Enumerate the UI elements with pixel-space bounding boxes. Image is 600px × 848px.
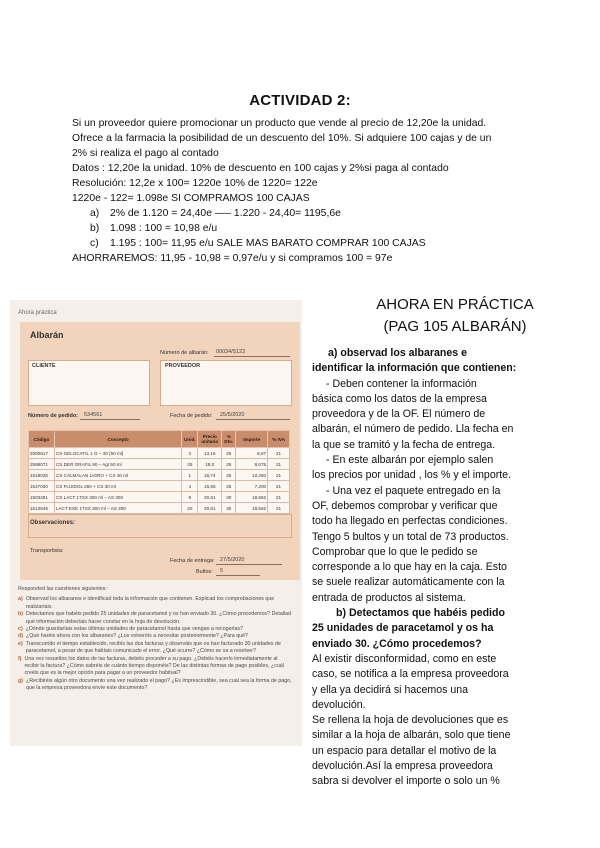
table-cell: 21 xyxy=(268,481,290,492)
table-cell: 9 xyxy=(182,492,198,503)
table-cell: 30,61 xyxy=(198,503,222,514)
table-cell: 1503281 xyxy=(29,492,55,503)
question-text: Transcurrido el tiempo establecido, recibís las dos facturas y observáis que os han facturado 30 unidades de paracetamol, a pesar de que habíais comunicado el error. ¿Qué ocurre? ¿Cómo se va a resolver? xyxy=(25,640,281,655)
table-cell: CS LACT 1TSX 300 ml – AS 300 xyxy=(54,492,181,503)
practice-line: albarán, el número de pedido. Lla fecha en xyxy=(312,423,514,436)
table-cell: 3 xyxy=(182,448,198,459)
table-cell: 21 xyxy=(268,503,290,514)
practice-line: a) observad los albaranes e xyxy=(328,347,467,359)
table-row xyxy=(29,459,290,470)
question-number: c) xyxy=(18,626,23,633)
observations-label: Observaciones: xyxy=(30,520,76,526)
question-item xyxy=(18,626,292,633)
activity-option-label: c) xyxy=(90,238,99,249)
activity-body xyxy=(72,116,542,266)
question-text: ¿Recibiréis algún otro documento una vez realizado el pago? ¿Es imprescindible, sea cual sea la forma de pago, que la empresa proveedora envíe este documento? xyxy=(26,677,292,692)
practice-line: identificar la información que contienen: xyxy=(312,362,517,375)
question-number: b) xyxy=(18,611,23,618)
question-number: d) xyxy=(18,633,23,640)
albaran-column-header: % Dto. xyxy=(222,431,236,448)
activity-line: Ofrece a la farmacia la posibilidad de un descuento del 10%. Si adquiere 100 cajas y de un xyxy=(72,133,492,144)
table-cell: 2598071 xyxy=(29,459,55,470)
packages-value: 5 xyxy=(220,568,224,574)
table-cell: 18,0 xyxy=(198,459,222,470)
albaran-column-header: Importe xyxy=(236,431,268,448)
packages-label: Bultos: xyxy=(196,569,213,575)
table-cell: 1547030 xyxy=(29,481,55,492)
table-cell: 25 xyxy=(182,459,198,470)
practice-line: proveedora y de la OF. El número de xyxy=(312,408,486,421)
activity-option xyxy=(72,221,542,236)
table-cell: 25 xyxy=(222,470,236,481)
practice-line: b) Detectamos que habéis pedido xyxy=(336,607,505,620)
order-number-value: 534561 xyxy=(84,412,103,418)
table-cell: 7,200 xyxy=(236,481,268,492)
table-cell: 1613546 xyxy=(29,503,55,514)
order-number-line xyxy=(80,419,140,420)
albaran-column-header: Unid. xyxy=(182,431,198,448)
activity-lines xyxy=(72,116,542,206)
practice-line: - Una vez el paquete entregado en la xyxy=(326,484,501,497)
practice-line: un espacio para detallar el motivo de la xyxy=(312,744,497,757)
table-row xyxy=(29,492,290,503)
observations-box xyxy=(28,514,292,538)
table-cell: CS DER GRAFIL 90 – Agt 50 ml xyxy=(54,459,181,470)
question-number: g) xyxy=(18,677,23,684)
table-cell: 30,61 xyxy=(198,492,222,503)
table-cell: LACT EXE 1TSX 300 ml – AS 300 xyxy=(54,503,181,514)
question-number: a) xyxy=(18,596,23,603)
carrier-label: Transportista: xyxy=(30,548,64,554)
albaran-document xyxy=(20,322,300,580)
table-cell: 4 xyxy=(182,481,198,492)
table-cell: 21 xyxy=(268,448,290,459)
question-text: ¿Qué haréis ahora con los albaranes? ¿Los volveréis a necesitar posteriormente? ¿Para qué? xyxy=(26,633,249,640)
activity-line: Si un proveedor quiere promocionar un producto que vende al precio de 12,20e la unidad. xyxy=(72,118,487,129)
practice-line: caso, se notifica a la empresa proveedora xyxy=(312,668,509,681)
albaran-number-value: 00034/5123 xyxy=(216,349,246,355)
client-label: CLIENTE xyxy=(32,363,56,369)
table-cell: 25 xyxy=(222,459,236,470)
table-cell: 18,562 xyxy=(236,492,268,503)
table-cell: 21 xyxy=(268,492,290,503)
questions-area xyxy=(18,586,292,693)
practice-line: Se rellena la hoja de devoluciones que es xyxy=(312,714,509,727)
practice-line: OF, debemos comprobar y verificar que xyxy=(312,499,498,512)
order-date-value: 25/5/2020 xyxy=(220,412,245,418)
questions-header: Responded las cuestiones siguientes: xyxy=(18,586,107,592)
question-item xyxy=(18,633,292,640)
order-date-label: Fecha de pedido: xyxy=(170,413,213,419)
practice-line: y ella ya decidirá si hacemos una xyxy=(312,683,469,696)
albaran-column-header: % IVA xyxy=(268,431,290,448)
practice-line: la que se tramitó y la fecha de entrega. xyxy=(312,438,496,451)
albaran-number-line xyxy=(214,356,290,357)
practice-line: - En este albarán por ejemplo salen xyxy=(326,454,494,467)
packages-line xyxy=(216,575,260,576)
table-cell: 21 xyxy=(268,470,290,481)
table-row xyxy=(29,448,290,459)
practice-line: 25 unidades de paracetamol y os ha xyxy=(312,622,494,635)
table-cell: 20 xyxy=(182,503,198,514)
practice-line: todo ha llegado en perfectas condiciones. xyxy=(312,515,508,528)
activity-options xyxy=(72,206,542,251)
table-row xyxy=(29,503,290,514)
question-item xyxy=(18,656,292,678)
albaran-column-header: Concepto xyxy=(54,431,181,448)
practice-line: - Deben contener la información xyxy=(326,377,477,390)
table-cell: CS FLUIDOL 250 + CS 30 ml xyxy=(54,481,181,492)
activity-line: 2% si realiza el pago al contado xyxy=(72,148,219,159)
table-cell: 25 xyxy=(222,481,236,492)
table-cell: 18,562 xyxy=(236,503,268,514)
practice-line: entrada de productos al sistema. xyxy=(312,591,466,604)
delivery-date-line xyxy=(216,564,282,565)
question-item xyxy=(18,596,292,611)
table-row xyxy=(29,470,290,481)
question-number: f) xyxy=(18,655,22,662)
activity-line: Datos : 12,20e la unidad. 10% de descuento en 100 cajas y 2%si paga al contado xyxy=(72,163,449,174)
albaran-column-header: Código xyxy=(29,431,55,448)
activity-option-label: b) xyxy=(90,223,100,234)
activity-line: 1220e - 122= 1.098e SI COMPRAMOS 100 CAJAS xyxy=(72,193,310,204)
table-cell: 15,74 xyxy=(198,470,222,481)
photo-top-label: Ahora práctica xyxy=(18,310,57,316)
albaran-column-header: Precio unitario xyxy=(198,431,222,448)
practice-body xyxy=(312,346,592,790)
albaran-table-body xyxy=(29,448,290,514)
activity-option-text: 2% de 1.120 = 24,40e —– 1.220 - 24,40= 1195,6e xyxy=(110,208,341,219)
question-text: Detectamos que habéis pedido 25 unidades de paracetamol y os han enviado 30. ¿Cómo procedemos? Detallad qué información deberíais hacer constar en la hoja de devolución. xyxy=(26,611,292,625)
table-cell: 10,250 xyxy=(236,470,268,481)
delivery-date-value: 27/5/2020 xyxy=(220,557,245,563)
practice-line: sabra si devolver el importe o solo un % xyxy=(312,775,500,788)
table-cell: 8,67 xyxy=(236,448,268,459)
practice-line: Tengo 5 bultos y un total de 73 productos. xyxy=(312,530,509,543)
activity-option-label: a) xyxy=(90,208,100,219)
albaran-table-header xyxy=(29,431,290,448)
activity-line: Resolución: 12,2e x 100= 1220e 10% de 1220= 122e xyxy=(72,178,318,189)
table-cell: CS GELOCATIL 1 G – 40 (50 ml) xyxy=(54,448,181,459)
table-cell: 13,16 xyxy=(198,448,222,459)
table-cell: CS CALMALAN LIGRO + CS 30 ml xyxy=(54,470,181,481)
order-number-label: Número de pedido: xyxy=(28,413,79,419)
table-cell: 1518025 xyxy=(29,470,55,481)
table-cell: 30 xyxy=(222,492,236,503)
table-cell: 2000617 xyxy=(29,448,55,459)
table-cell: 1 xyxy=(182,470,198,481)
table-cell: 15,55 xyxy=(198,481,222,492)
question-text: ¿Dónde guardaríais estas últimas unidades de paracetamol hasta que vengan a recogerlas? xyxy=(25,626,244,633)
practice-line: corresponde a lo que hay en la caja. Esto xyxy=(312,561,507,574)
table-cell: 25 xyxy=(222,448,236,459)
practice-line: se suele realizar automáticamente con la xyxy=(312,576,505,589)
question-item xyxy=(18,641,292,656)
practice-line: los precios por unidad , los % y el importe. xyxy=(312,469,512,482)
table-cell: 8,675 xyxy=(236,459,268,470)
activity-option-text: 1.098 : 100 = 10,98 e/u xyxy=(110,223,218,234)
practice-line: similar a la hoja de albarán, solo que tiene xyxy=(312,729,511,742)
question-number: e) xyxy=(18,640,23,647)
activity-summary: AHORRAREMOS: 11,95 - 10,98 = 0,97e/u y si compramos 100 = 97e xyxy=(72,253,393,264)
question-item xyxy=(18,611,292,626)
delivery-date-label: Fecha de entrega: xyxy=(170,558,215,564)
question-text: Una vez resueltos los datos de las facturas, debéis proceder a su pago. ¿Debéis hacerlo inmediatamente al recibir la factura? ¿Cómo sabréis de cuánto tiempo disponéis? De las distintas formas de pago posibles, ¿cuál creéis que es la mejor opción para pagar a un proveedor habitual? xyxy=(24,655,284,677)
order-date-line xyxy=(216,419,290,420)
activity-title: ACTIVIDAD 2: xyxy=(249,92,351,109)
practice-line: Comprobar que lo que le pedido se xyxy=(312,545,478,558)
table-row xyxy=(29,481,290,492)
albaran-table xyxy=(28,430,290,514)
table-cell: 30 xyxy=(222,503,236,514)
questions-list xyxy=(18,596,292,692)
textbook-photo xyxy=(10,300,302,746)
practice-line: básica como los datos de la empresa xyxy=(312,392,487,405)
activity-option xyxy=(72,236,542,251)
practice-line: enviado 30. ¿Cómo procedemos? xyxy=(312,637,482,650)
practice-title-line1: AHORA EN PRÁCTICA xyxy=(376,296,534,313)
practice-line: devolución.Así la empresa proveedora xyxy=(312,760,493,773)
practice-line: devolución. xyxy=(312,698,366,711)
supplier-label: PROVEEDOR xyxy=(165,363,201,369)
practice-line: Al existir disconformidad, como en este xyxy=(312,652,497,665)
question-text: Observad los albaranes e identificad toda la información que contienen. Explicad los comprobaciones que realizaríais. xyxy=(25,596,275,610)
activity-option-text: 1.195 : 100= 11,95 e/u SALE MAS BARATO COMPRAR 100 CAJAS xyxy=(110,238,426,249)
practice-title-line2: (PAG 105 ALBARÁN) xyxy=(383,318,527,335)
albaran-number-label: Número de albarán: xyxy=(160,350,209,356)
question-item xyxy=(18,678,292,693)
activity-option xyxy=(72,206,542,221)
albaran-title: Albarán xyxy=(30,330,64,340)
table-cell: 21 xyxy=(268,459,290,470)
